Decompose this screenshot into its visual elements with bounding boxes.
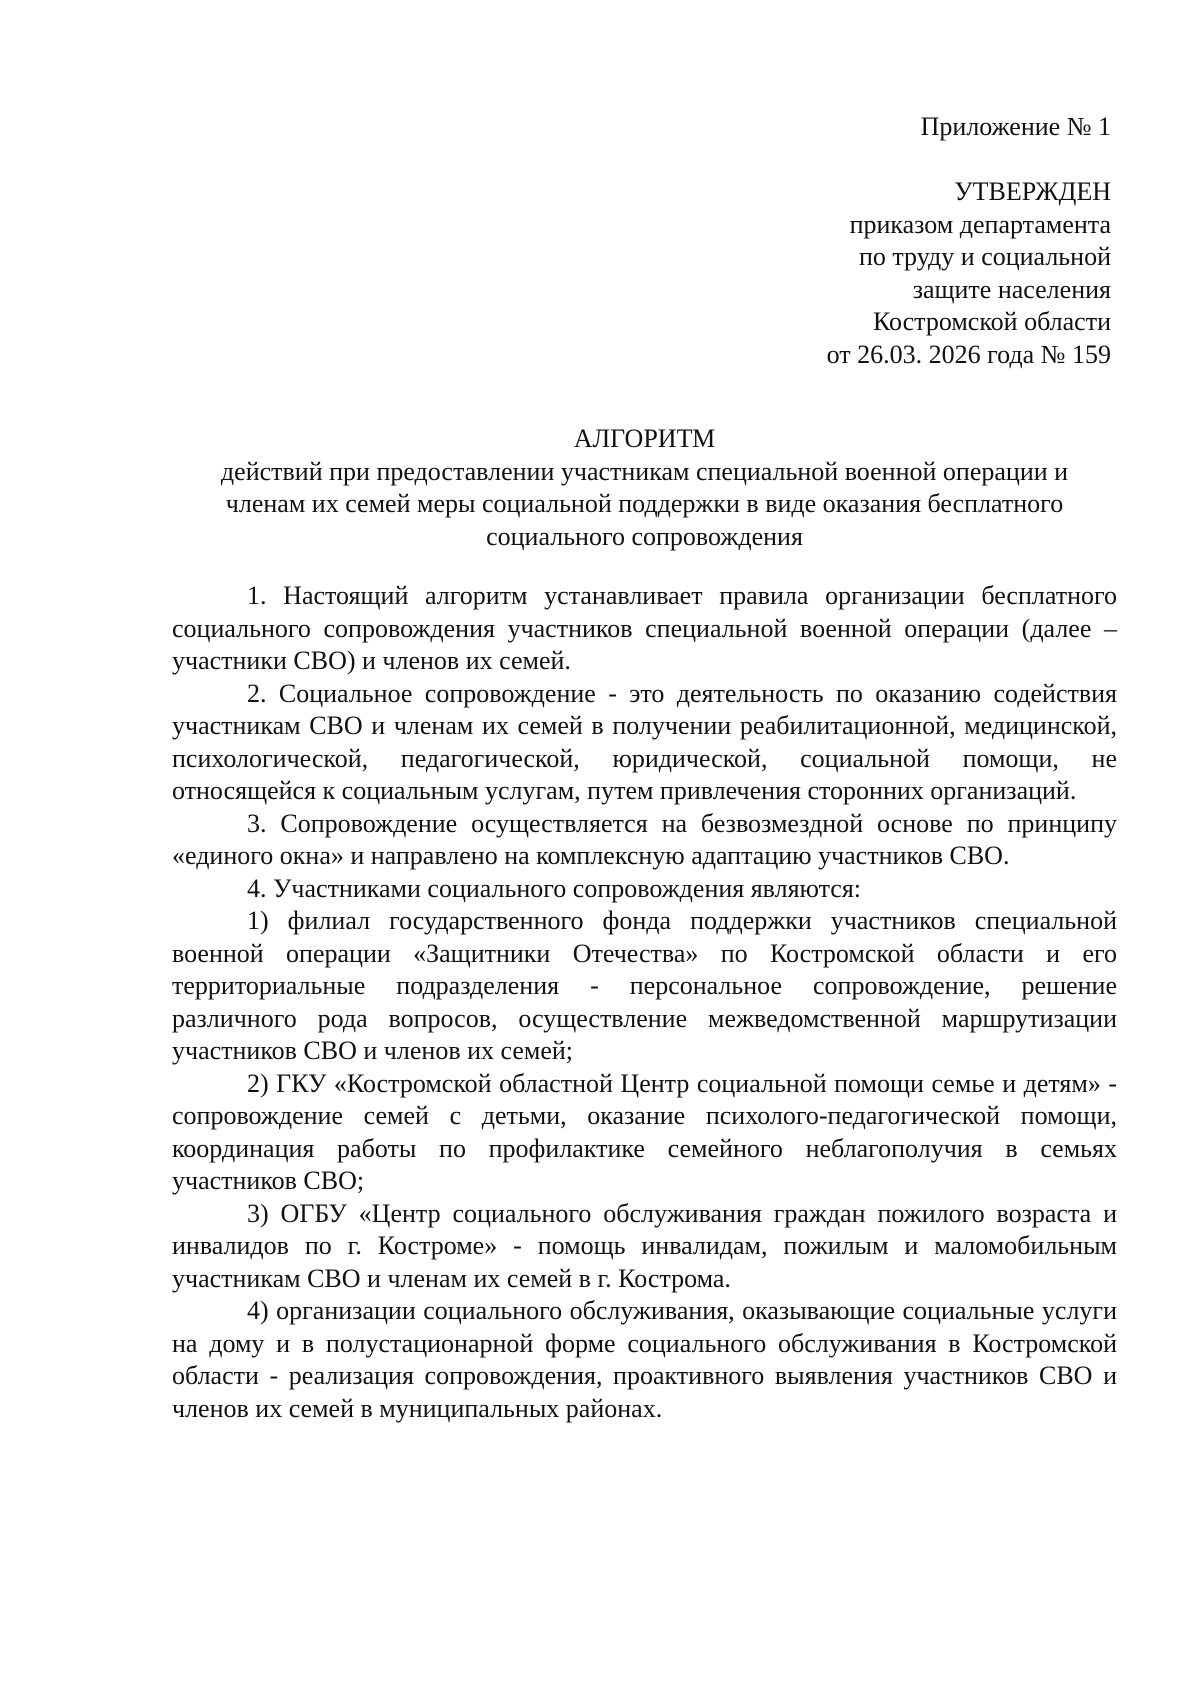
- list-item-2: 2) ГКУ «Костромской областной Центр социальной помощи семье и детям» - сопровождение семей с детьми, оказание психолого-педагогической помощи, координация работы по профилактике семейного неблагополучия в семьях участников СВО;: [172, 1068, 1117, 1195]
- paragraph-3: 3. Сопровождение осуществляется на безвозмездной основе по принципу «единого окна» и направлено на комплексную адаптацию участников СВО.: [172, 808, 1117, 870]
- document-body: [172, 580, 1117, 1425]
- document-title: [172, 423, 1117, 553]
- title-line: членам их семей меры социальной поддержки в виде оказания бесплатного: [225, 489, 1064, 518]
- list-item-1: 1) филиал государственного фонда поддержки участников специальной военной операции «Защитники Отечества» по Костромской области и его территориальные подразделения - персональное сопровождение, решение различного рода вопросов, осуществление межведомственной маршрутизации участников СВО и членов их семей;: [172, 906, 1117, 1065]
- paragraph-4: 4. Участниками социального сопровождения являются:: [247, 873, 862, 903]
- list-item-4: 4) организации социального обслуживания, оказывающие социальные услуги на дому и в полустационарной форме социального обслуживания в Костромской области - реализация сопровождения, проактивного выявления участников СВО и членов их семей в муниципальных районах.: [172, 1296, 1117, 1423]
- title-line: действий при предоставлении участникам специальной военной операции и: [220, 456, 1069, 486]
- annex-label: Приложение № 1: [920, 112, 1111, 141]
- approval-line: Костромской области: [872, 307, 1111, 336]
- approval-line: по труду и социальной: [858, 242, 1111, 271]
- paragraph-1: 1. Настоящий алгоритм устанавливает правила организации бесплатного социального сопровождения участников специальной военной операции (далее – участники СВО) и членов их семей.: [172, 581, 1117, 675]
- approved-label: УТВЕРЖДЕН: [954, 177, 1111, 206]
- paragraph-2: 2. Социальное сопровождение - это деятельность по оказанию содействия участникам СВО и членам их семей в получении реабилитационной, медицинской, психологической, педагогической, юридической, социальной помощи, не относящейся к социальным услугам, путем привлечения сторонних организаций.: [172, 678, 1117, 805]
- approval-date-line: от 26.03. 2026 года № 159: [826, 339, 1111, 369]
- list-item-3: 3) ОГБУ «Центр социального обслуживания граждан пожилого возраста и инвалидов по г. Костроме» - помощь инвалидам, пожилым и маломобильным участникам СВО и членам их семей в г. Кострома.: [172, 1198, 1117, 1293]
- approval-line: защите населения: [912, 274, 1111, 304]
- approval-block: [827, 176, 1111, 371]
- title-heading: АЛГОРИТМ: [573, 424, 716, 453]
- title-line: социального сопровождения: [486, 521, 803, 551]
- approval-line: приказом департамента: [849, 209, 1111, 239]
